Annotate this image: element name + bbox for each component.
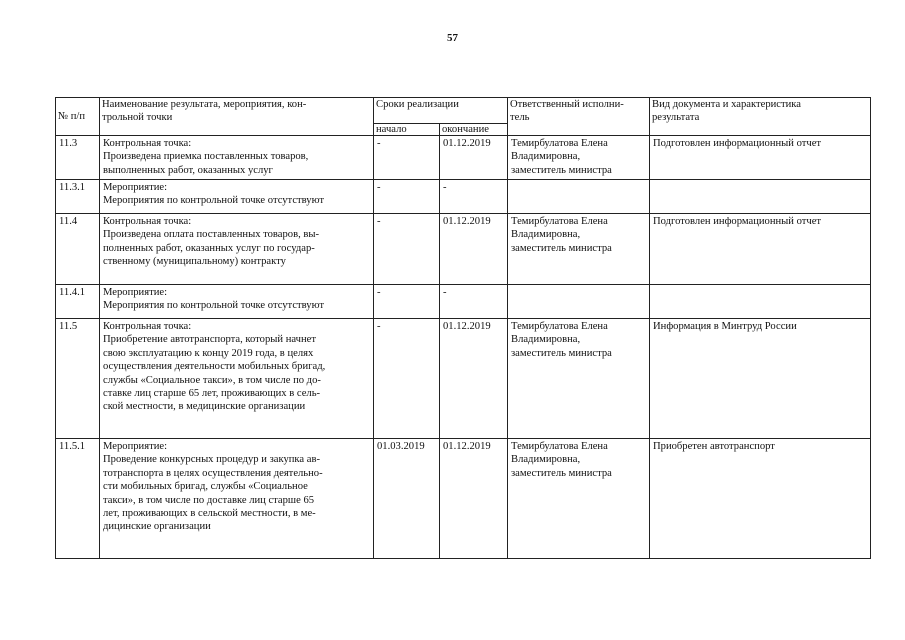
row-responsible-line: Владимировна, (511, 151, 581, 163)
row-end: - (440, 285, 508, 319)
row-start: 01.03.2019 (374, 439, 440, 559)
implementation-plan-table (55, 97, 871, 559)
row-responsible (508, 285, 650, 319)
row-responsible-line: Владимировна, (511, 454, 581, 466)
row-responsible-line: Темирбулатова Елена (511, 216, 608, 227)
row-responsible (508, 136, 650, 180)
row-name-line: полненных работ, оказанных услуг по государ- (103, 242, 315, 254)
row-name (100, 136, 374, 180)
row-name-line: Мероприятия по контрольной точке отсутствуют (103, 195, 324, 207)
page-number: 57 (447, 32, 458, 44)
row-name-line: Приобретение автотранспорта, который начнет (103, 334, 316, 346)
row-responsible-line: заместитель министра (511, 347, 612, 359)
row-responsible-line: заместитель министра (511, 164, 612, 176)
row-name-line: дицинские организации (103, 521, 211, 533)
row-start: - (374, 180, 440, 214)
row-responsible-line: заместитель министра (511, 467, 612, 479)
row-name (100, 439, 374, 559)
header-name (100, 98, 374, 136)
table-row (56, 319, 871, 439)
row-num: 11.5 (56, 319, 100, 439)
row-name-line: Контрольная точка: (103, 138, 192, 149)
row-name-line: Произведена приемка поставленных товаров, (103, 151, 309, 163)
header-num-label: № п/п (58, 110, 86, 122)
row-name-line: сти мобильных бригад, службы «Социальное (103, 481, 308, 493)
row-name (100, 285, 374, 319)
header-result-line: результата (652, 112, 700, 124)
row-name (100, 214, 374, 285)
row-responsible (508, 180, 650, 214)
header-result-line: Вид документа и характеристика (652, 99, 801, 110)
row-result (650, 180, 871, 214)
row-name-line: Контрольная точка: (103, 321, 192, 332)
header-responsible (508, 98, 650, 136)
row-result: Информация в Минтруд России (650, 319, 871, 439)
row-responsible-line: Темирбулатова Елена (511, 441, 608, 452)
row-name-line: ставке лиц старше 65 лет, проживающих в сель- (103, 388, 321, 400)
row-name-line: Мероприятие: (103, 182, 168, 193)
row-name-line: выполненных работ, оказанных услуг (103, 164, 273, 176)
row-start: - (374, 214, 440, 285)
header-start: начало (374, 124, 440, 136)
row-name (100, 319, 374, 439)
row-name-line: Проведение конкурсных процедур и закупка ав- (103, 454, 320, 466)
header-name-line: Наименование результата, мероприятия, кон- (102, 99, 307, 110)
row-num: 11.5.1 (56, 439, 100, 559)
table-row (56, 180, 871, 214)
row-responsible-line: Владимировна, (511, 334, 581, 346)
header-num (56, 98, 100, 136)
row-name-line: Мероприятие: (103, 287, 168, 298)
header-terms-label: Сроки реализации (376, 99, 459, 110)
row-result: Приобретен автотранспорт (650, 439, 871, 559)
row-name-line: тотранспорта в целях осуществления деятельно- (103, 467, 323, 479)
row-name-line: Контрольная точка: (103, 216, 192, 227)
row-start: - (374, 319, 440, 439)
row-name-line: ской местности, в медицинские организации (103, 401, 306, 413)
row-responsible-line: Темирбулатова Елена (511, 321, 608, 332)
row-responsible-line: заместитель министра (511, 242, 612, 254)
row-name-line: службы «Социальное такси», в том числе по до- (103, 374, 321, 386)
row-end: - (440, 180, 508, 214)
table-row (56, 285, 871, 319)
row-responsible (508, 319, 650, 439)
header-terms (374, 98, 508, 124)
row-end: 01.12.2019 (440, 439, 508, 559)
row-result: Подготовлен информационный отчет (650, 136, 871, 180)
row-responsible-line: Темирбулатова Елена (511, 138, 608, 149)
row-name-line: такси», в том числе по доставке лиц старше 65 (103, 494, 315, 506)
row-name-line: свою эксплуатацию к концу 2019 года, в целях (103, 347, 314, 359)
header-result (650, 98, 871, 136)
row-start: - (374, 136, 440, 180)
header-end: окончание (440, 124, 508, 136)
row-name-line: Произведена оплата поставленных товаров, вы- (103, 229, 320, 241)
table-row (56, 136, 871, 180)
table-row (56, 439, 871, 559)
row-name-line: осуществления деятельности мобильных бригад, (103, 361, 326, 373)
row-num: 11.3.1 (56, 180, 100, 214)
row-responsible (508, 214, 650, 285)
header-responsible-line: тель (510, 112, 530, 124)
row-name (100, 180, 374, 214)
row-end: 01.12.2019 (440, 136, 508, 180)
table-row (56, 214, 871, 285)
table-header (56, 98, 871, 136)
row-result (650, 285, 871, 319)
row-responsible (508, 439, 650, 559)
row-name-line: Мероприятия по контрольной точке отсутствуют (103, 300, 324, 312)
row-num: 11.3 (56, 136, 100, 180)
row-end: 01.12.2019 (440, 319, 508, 439)
row-responsible-line: Владимировна, (511, 229, 581, 241)
header-responsible-line: Ответственный исполни- (510, 99, 624, 110)
table-body (56, 136, 871, 559)
row-result: Подготовлен информационный отчет (650, 214, 871, 285)
row-end: 01.12.2019 (440, 214, 508, 285)
row-start: - (374, 285, 440, 319)
header-name-line: трольной точки (102, 112, 173, 124)
row-name-line: лет, проживающих в сельской местности, в ме- (103, 508, 316, 520)
row-name-line: ственному (муниципальному) контракту (103, 256, 286, 268)
row-name-line: Мероприятие: (103, 441, 168, 452)
row-num: 11.4 (56, 214, 100, 285)
row-num: 11.4.1 (56, 285, 100, 319)
